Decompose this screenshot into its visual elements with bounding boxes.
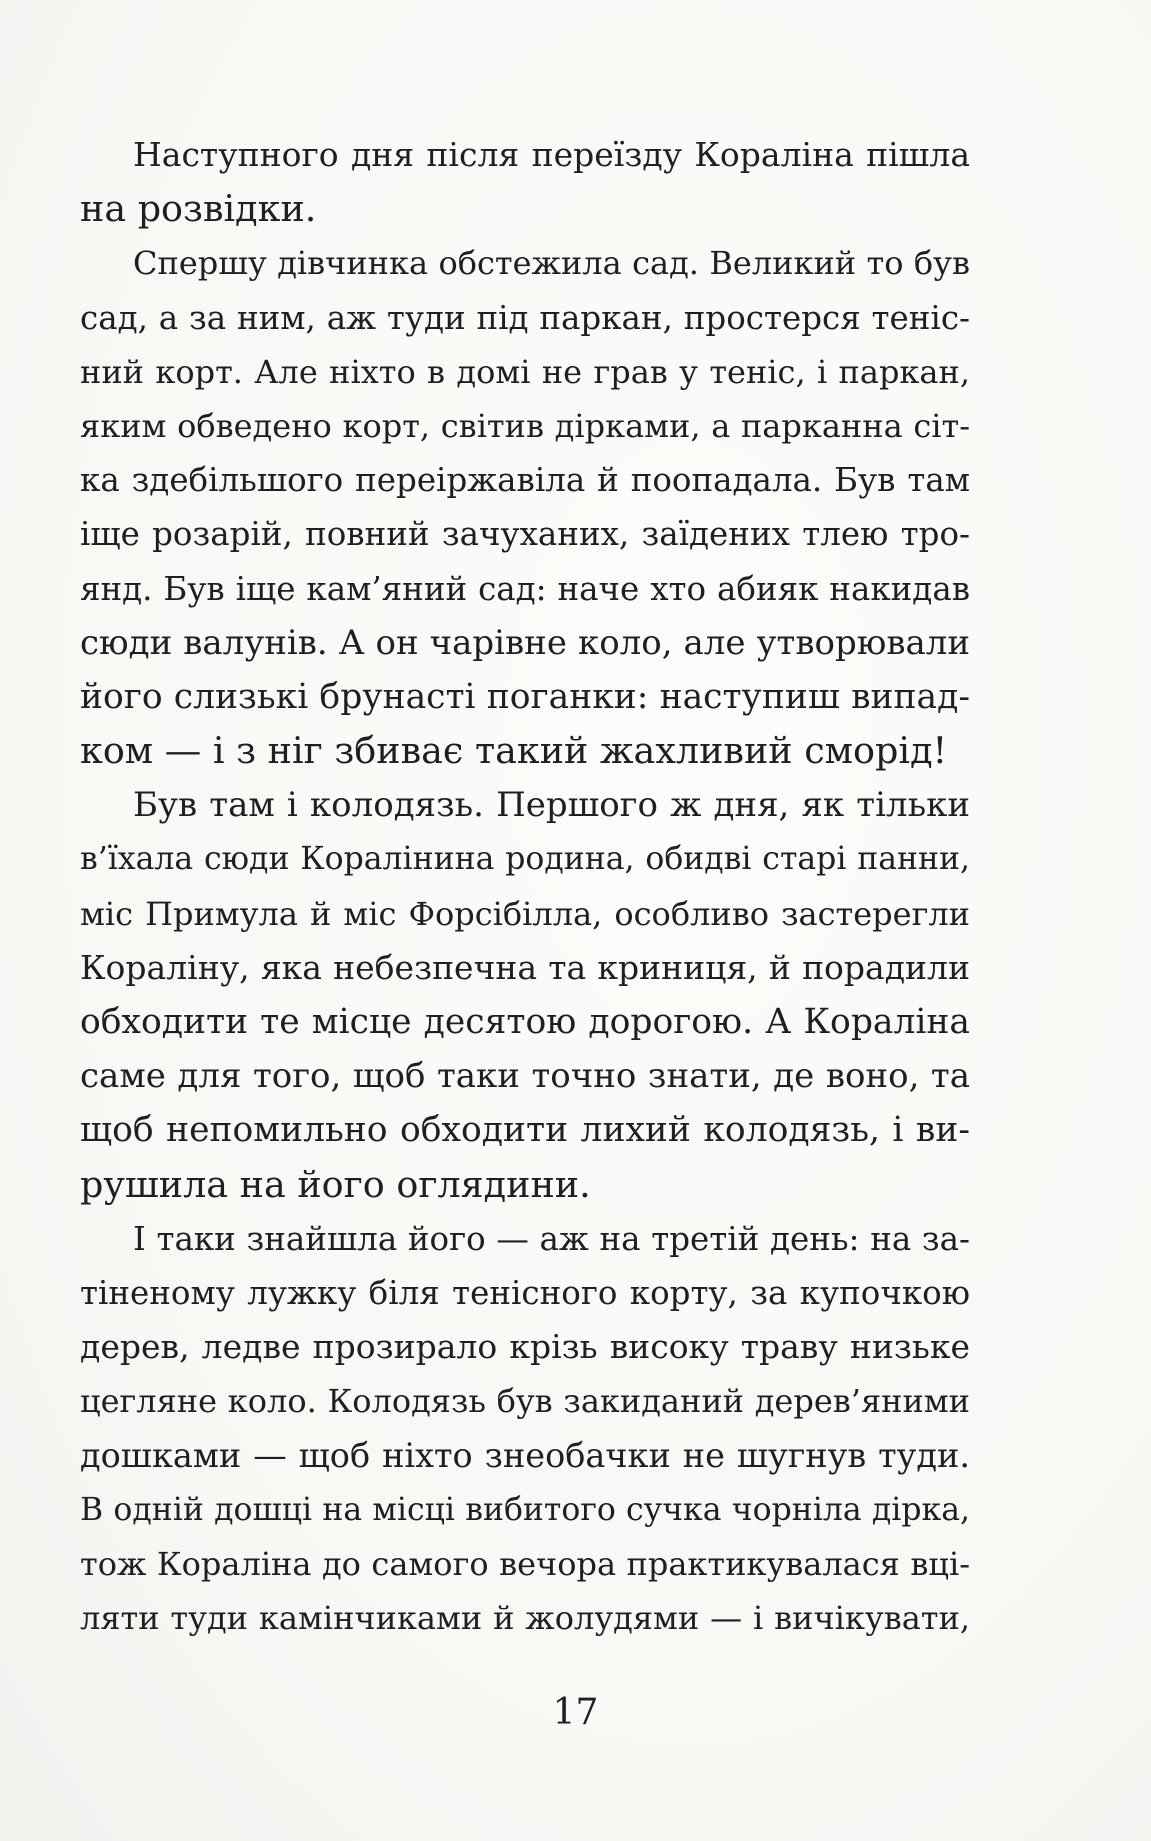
paragraph-1-line-2: на розвідки. xyxy=(80,187,317,231)
paragraph-2-line-2: сад, а за ним, аж туди під паркан, простерся теніс- xyxy=(80,298,970,337)
paragraph-3-line-6: саме для того, щоб таки точно знати, де воно, та xyxy=(80,1056,970,1097)
paragraph-2-line-10: ком — і з ніг збиває такий жахливий сморід! xyxy=(80,729,948,773)
paragraph-4-line-8: ляти туди камінчиками й жолудями — і вичікувати, xyxy=(80,1599,970,1638)
paragraph-2-line-1: Спершу дівчинка обстежила сад. Великий то був xyxy=(133,244,970,283)
paragraph-3-line-5: обходити те місце десятою дорогою. А Кораліна xyxy=(80,1002,970,1042)
paragraph-3-line-1: Був там і колодязь. Першого ж дня, як тільки xyxy=(133,785,970,826)
paragraph-4-line-6: В одній дошці на місці вибитого сучка чорніла дірка, xyxy=(80,1491,970,1528)
body-text xyxy=(80,128,970,1645)
paragraph-4-line-1: І таки знайшла його — аж на третій день: на за- xyxy=(133,1219,970,1258)
paragraph-2-line-9: його слизькі брунасті поганки: наступиш випад- xyxy=(80,676,970,717)
paragraph-3-line-7: щоб непомильно обходити лихий колодязь, і ви- xyxy=(80,1110,970,1151)
paragraph-2-line-8: сюди валунів. А он чарівне коло, але утворювали xyxy=(80,622,970,663)
paragraph-4-line-2: тіненому лужку біля тенісного корту, за купочкою xyxy=(80,1273,970,1312)
page-number: 17 xyxy=(552,1692,599,1733)
paragraph-4-line-3: дерев, ледве прозирало крізь високу траву низьке xyxy=(80,1327,970,1367)
paragraph-3-line-2: в’їхала сюди Коралінина родина, обидві старі панни, xyxy=(80,841,970,878)
paragraph-4-line-7: тож Кораліна до самого вечора практикувалася вці- xyxy=(80,1544,970,1583)
paragraph-2-line-5: ка здебільшого переіржавіла й поопадала. Був там xyxy=(80,461,970,500)
paragraph-2-line-7: янд. Був іще кам’яний сад: наче хто абияк накидав xyxy=(80,569,970,608)
paragraph-4-line-5: дошками — щоб ніхто знеобачки не шугнув туди. xyxy=(80,1435,970,1475)
paragraph-2-line-4: яким обведено корт, світив дірками, а парканна сіт- xyxy=(80,406,970,445)
paragraph-4-line-4: цегляне коло. Колодязь був закиданий дерев’яними xyxy=(80,1382,970,1421)
paragraph-3-line-4: Кораліну, яка небезпечна та криниця, й порадили xyxy=(80,947,970,987)
paragraph-3-line-8: рушила на його оглядини. xyxy=(80,1162,591,1206)
paragraph-3-line-3: міс Примула й міс Форсібілла, особливо застерегли xyxy=(80,894,970,933)
paragraph-2-line-6: іще розарій, повний зачуханих, заїдених тлею тро- xyxy=(80,515,970,554)
paragraph-2-line-3: ний корт. Але ніхто в домі не грав у теніс, і паркан, xyxy=(80,352,970,391)
paragraph-1-line-1: Наступного дня після переїзду Кораліна пішла xyxy=(133,135,970,174)
